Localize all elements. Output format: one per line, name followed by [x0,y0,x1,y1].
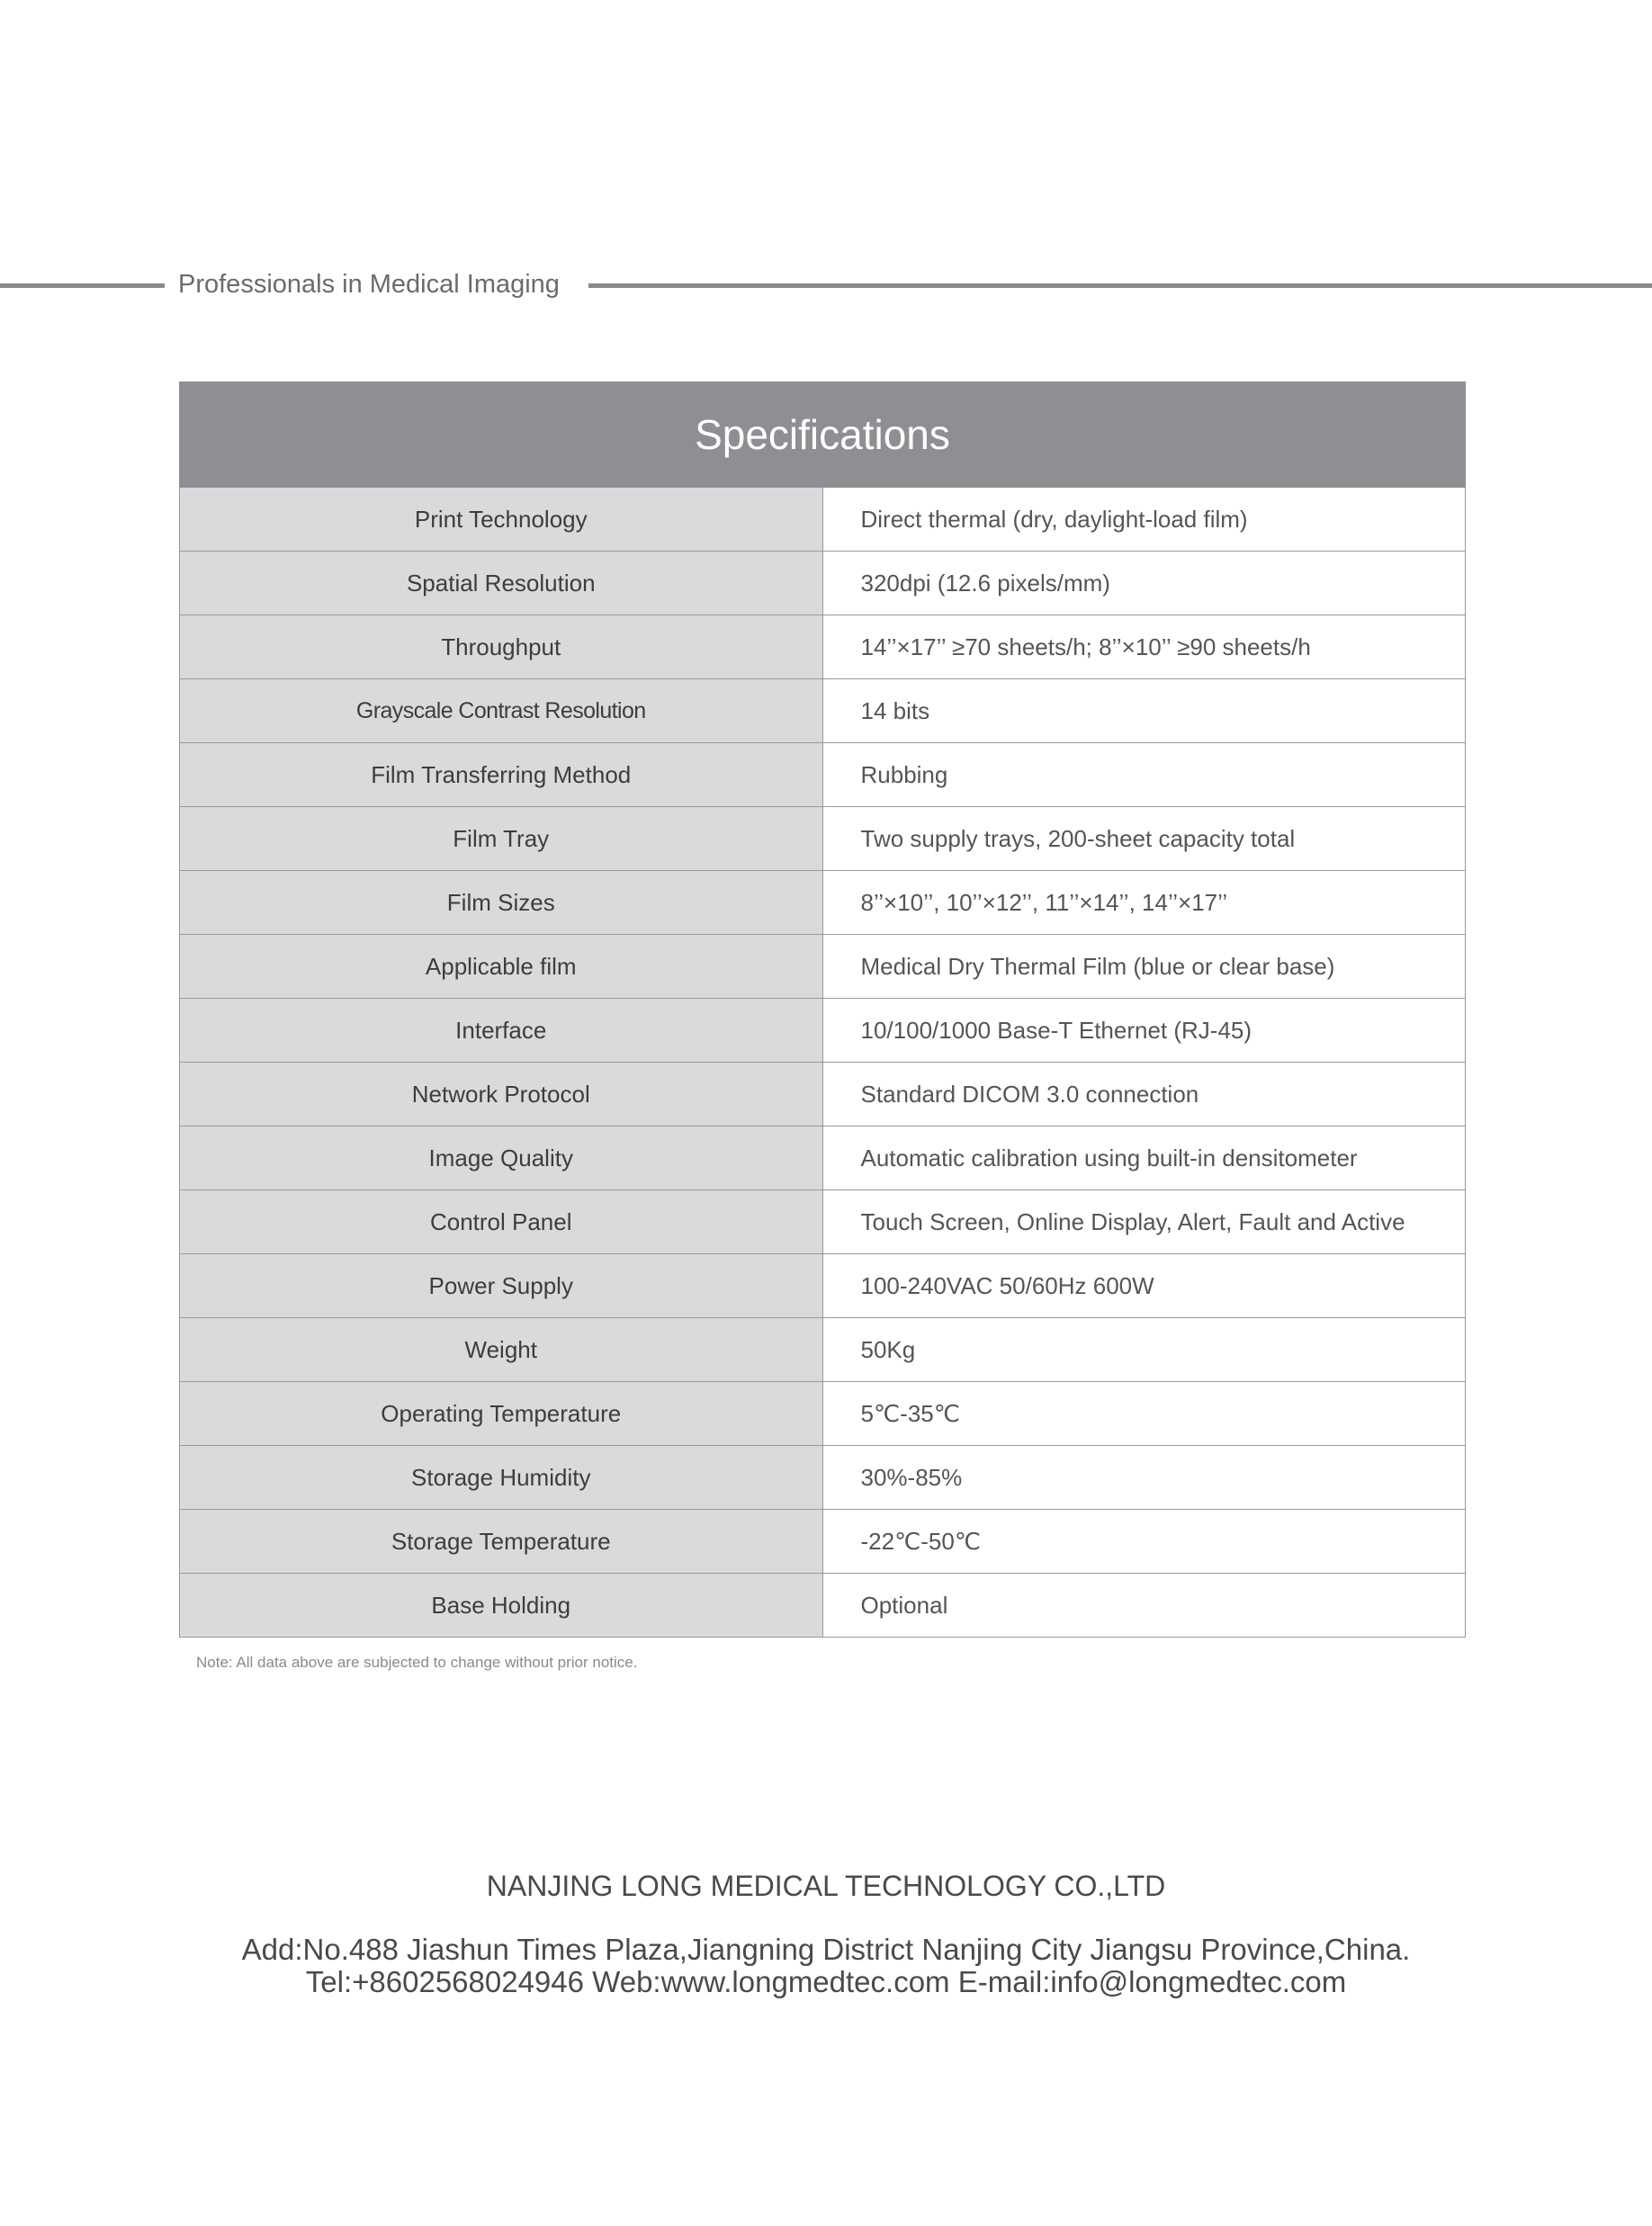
row-value: Rubbing [822,743,1466,807]
table-row [180,807,1466,871]
row-value: Medical Dry Thermal Film (blue or clear base) [822,935,1466,999]
table-row [180,1126,1466,1190]
header-tagline: Professionals in Medical Imaging [178,270,560,299]
row-label: Operating Temperature [180,1382,823,1446]
row-label: Control Panel [180,1190,823,1254]
specifications-table [179,381,1466,1638]
table-row [180,615,1466,679]
row-value: 50Kg [822,1318,1466,1382]
row-value: 14’’×17’’ ≥70 sheets/h; 8’’×10’’ ≥90 sheets/h [822,615,1466,679]
header-rule-left [0,283,165,288]
table-row [180,1446,1466,1510]
table-row [180,679,1466,743]
row-label: Film Sizes [180,871,823,935]
table-row [180,999,1466,1063]
table-row [180,1510,1466,1574]
table-row [180,1318,1466,1382]
row-label: Print Technology [180,488,823,552]
row-value: Optional [822,1574,1466,1638]
table-row [180,1574,1466,1638]
table-row [180,1063,1466,1126]
table-row [180,1254,1466,1318]
table-row [180,743,1466,807]
row-value: 30%-85% [822,1446,1466,1510]
row-value: Touch Screen, Online Display, Alert, Fault and Active [822,1190,1466,1254]
table-row [180,1382,1466,1446]
row-label: Network Protocol [180,1063,823,1126]
row-label: Power Supply [180,1254,823,1318]
table-row [180,552,1466,615]
table-row [180,871,1466,935]
row-label: Applicable film [180,935,823,999]
row-value: 100-240VAC 50/60Hz 600W [822,1254,1466,1318]
table-row [180,1190,1466,1254]
row-label: Throughput [180,615,823,679]
row-label: Film Tray [180,807,823,871]
disclaimer-note: Note: All data above are subjected to change without prior notice. [196,1654,638,1671]
row-label: Grayscale Contrast Resolution [180,679,823,743]
row-label: Storage Humidity [180,1446,823,1510]
row-label: Base Holding [180,1574,823,1638]
row-label: Image Quality [180,1126,823,1190]
row-value: 5℃-35℃ [822,1382,1466,1446]
row-value: 320dpi (12.6 pixels/mm) [822,552,1466,615]
row-label: Spatial Resolution [180,552,823,615]
header-rule-right [588,283,1652,288]
company-name: NANJING LONG MEDICAL TECHNOLOGY CO.,LTD [486,1870,1166,1902]
row-value: 8’’×10’’, 10’’×12’’, 11’’×14’’, 14’’×17’’ [822,871,1466,935]
row-value: Direct thermal (dry, daylight-load film) [822,488,1466,552]
table-row [180,935,1466,999]
row-value: Two supply trays, 200-sheet capacity total [822,807,1466,871]
row-label: Storage Temperature [180,1510,823,1574]
row-value: 14 bits [822,679,1466,743]
company-address: Add:No.488 Jiashun Times Plaza,Jiangning District Nanjing City Jiangsu Province,China. [241,1933,1411,1966]
row-label: Interface [180,999,823,1063]
row-value: 10/100/1000 Base-T Ethernet (RJ-45) [822,999,1466,1063]
company-contact: Tel:+8602568024946 Web:www.longmedtec.com E-mail:info@longmedtec.com [305,1965,1347,1998]
row-value: Automatic calibration using built-in densitometer [822,1126,1466,1190]
row-label: Weight [180,1318,823,1382]
row-value: Standard DICOM 3.0 connection [822,1063,1466,1126]
row-value: -22℃-50℃ [822,1510,1466,1574]
table-title: Specifications [180,382,1466,488]
table-row [180,488,1466,552]
row-label: Film Transferring Method [180,743,823,807]
